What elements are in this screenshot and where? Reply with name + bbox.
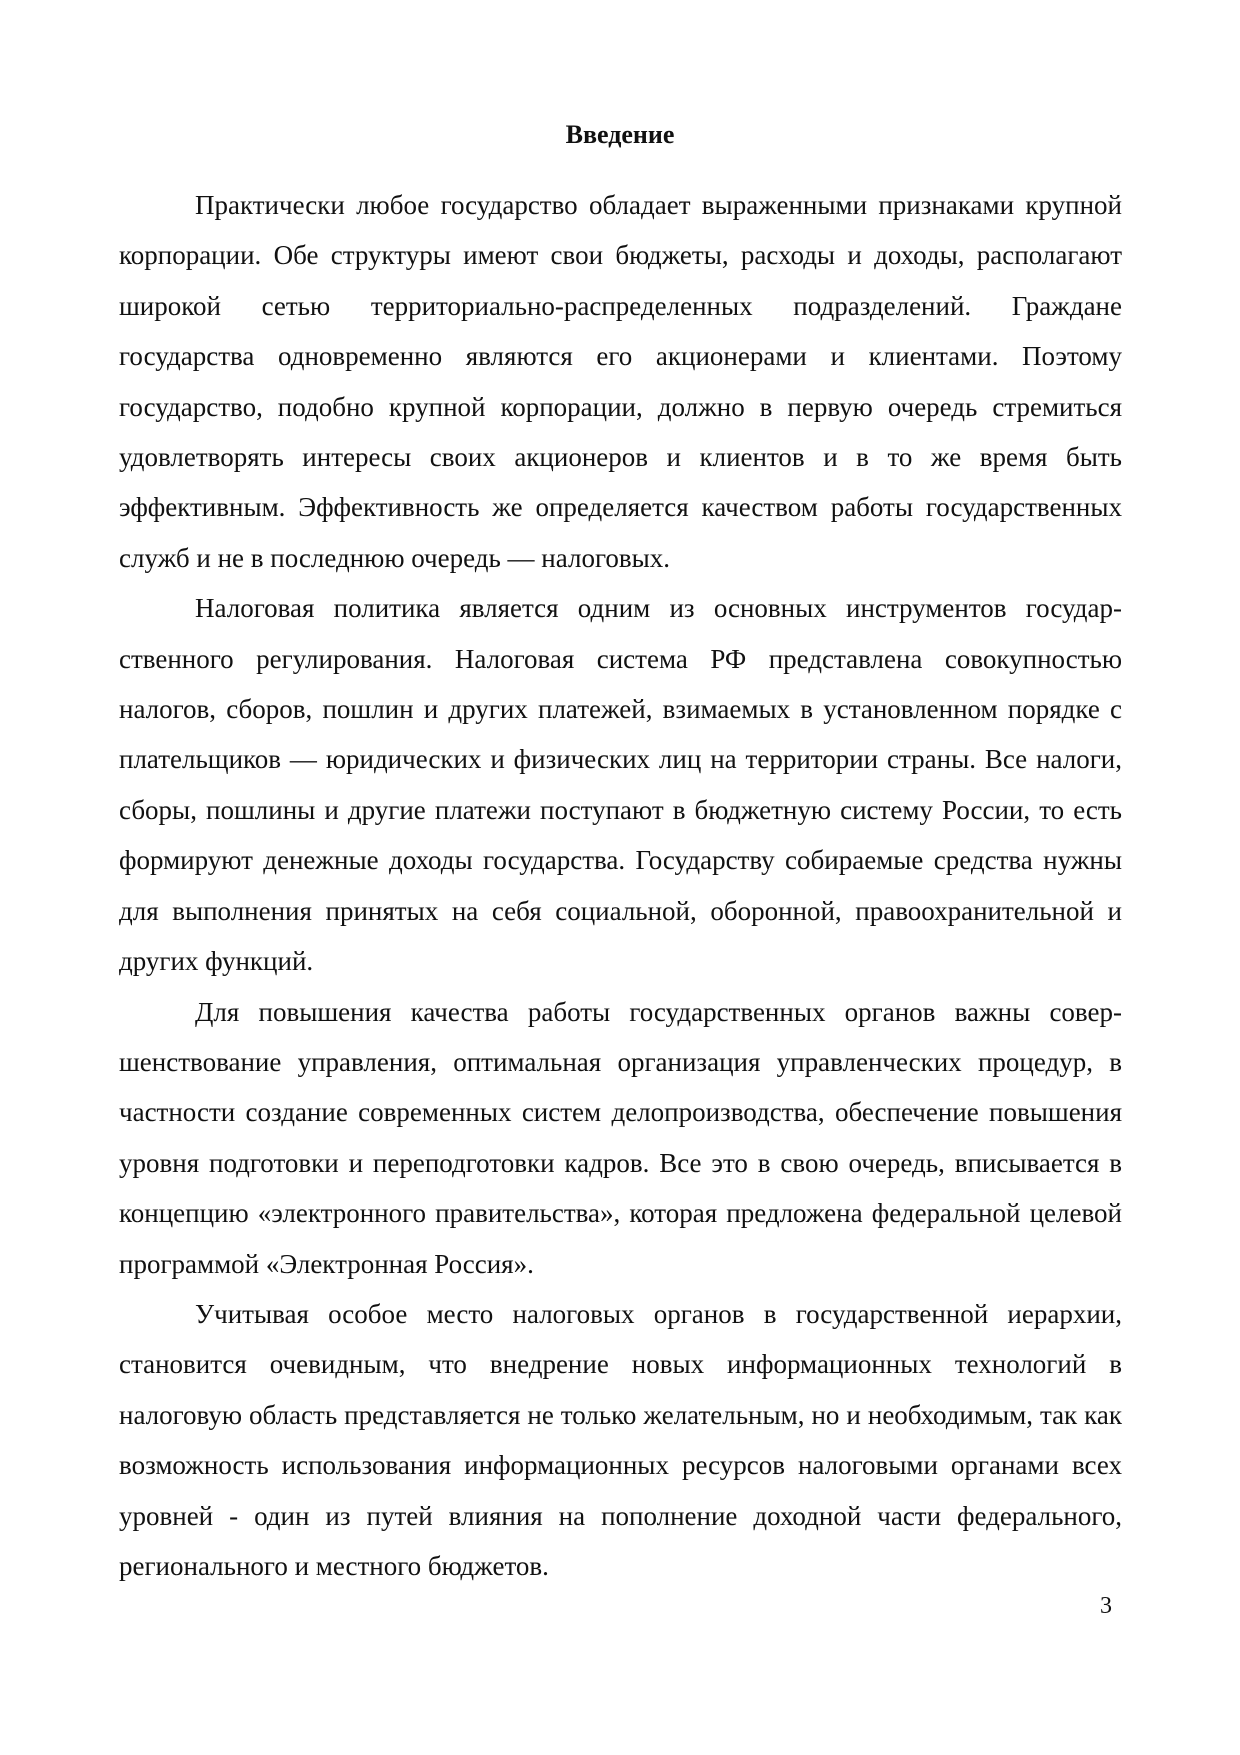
- body-text: [119, 180, 1122, 1591]
- paragraph-4: Учитывая особое место налоговых органов в государственной иерархии, становится очевидным, что внедрение новых информационных технологий в налоговую область представляется не только желательным, но и необходимым, так как возможность использования информационных ресурсов налоговыми органами всех уровней - один из путей влияния на пополнение доходной части федерального, регионального и местного бюджетов.: [119, 1298, 1122, 1581]
- page-title: Введение: [565, 120, 675, 149]
- page-number: 3: [1100, 1593, 1112, 1619]
- paragraph-2: Налоговая политика является одним из основных инструментов государственного регулирования. Налоговая система РФ представлена совокупностью налогов, сборов, пошлин и других платежей, взимаемых в установленном порядке с плательщиков — юридических и физических лиц на территории страны. Все налоги, сборы, пошлины и другие платежи поступают в бюджетную систему России, то есть формируют денежные доходы государства. Государству собираемые средства нужны для выполнения принятых на себя социальной, оборонной, правоохранительной и других функций.: [119, 593, 1122, 977]
- paragraph-3: Для повышения качества работы государственных органов важны совершенствование управления, оптимальная организация управленческих процедур, в частности создание современных систем делопроизводства, обеспечение повышения уровня подготовки и переподготовки кадров. Все это в свою очередь, вписывается в концепцию «электронного правительства», которая предложена федеральной целевой программой «Электронная Россия».: [119, 996, 1122, 1279]
- paragraph-1: Практически любое государство обладает выраженными признаками крупной корпорации. Обе структуры имеют свои бюджеты, расходы и доходы, располагают широкой сетью территориально-распределенных подразделений. Граждане государства одновременно являются его акционерами и клиентами. Поэтому государство, подобно крупной корпорации, должно в первую очередь стремиться удовлетворять интересы своих акционеров и клиентов и в то же время быть эффективным. Эффективность же определяется качеством работы государственных служб и не в последнюю очередь — налоговых.: [119, 190, 1122, 573]
